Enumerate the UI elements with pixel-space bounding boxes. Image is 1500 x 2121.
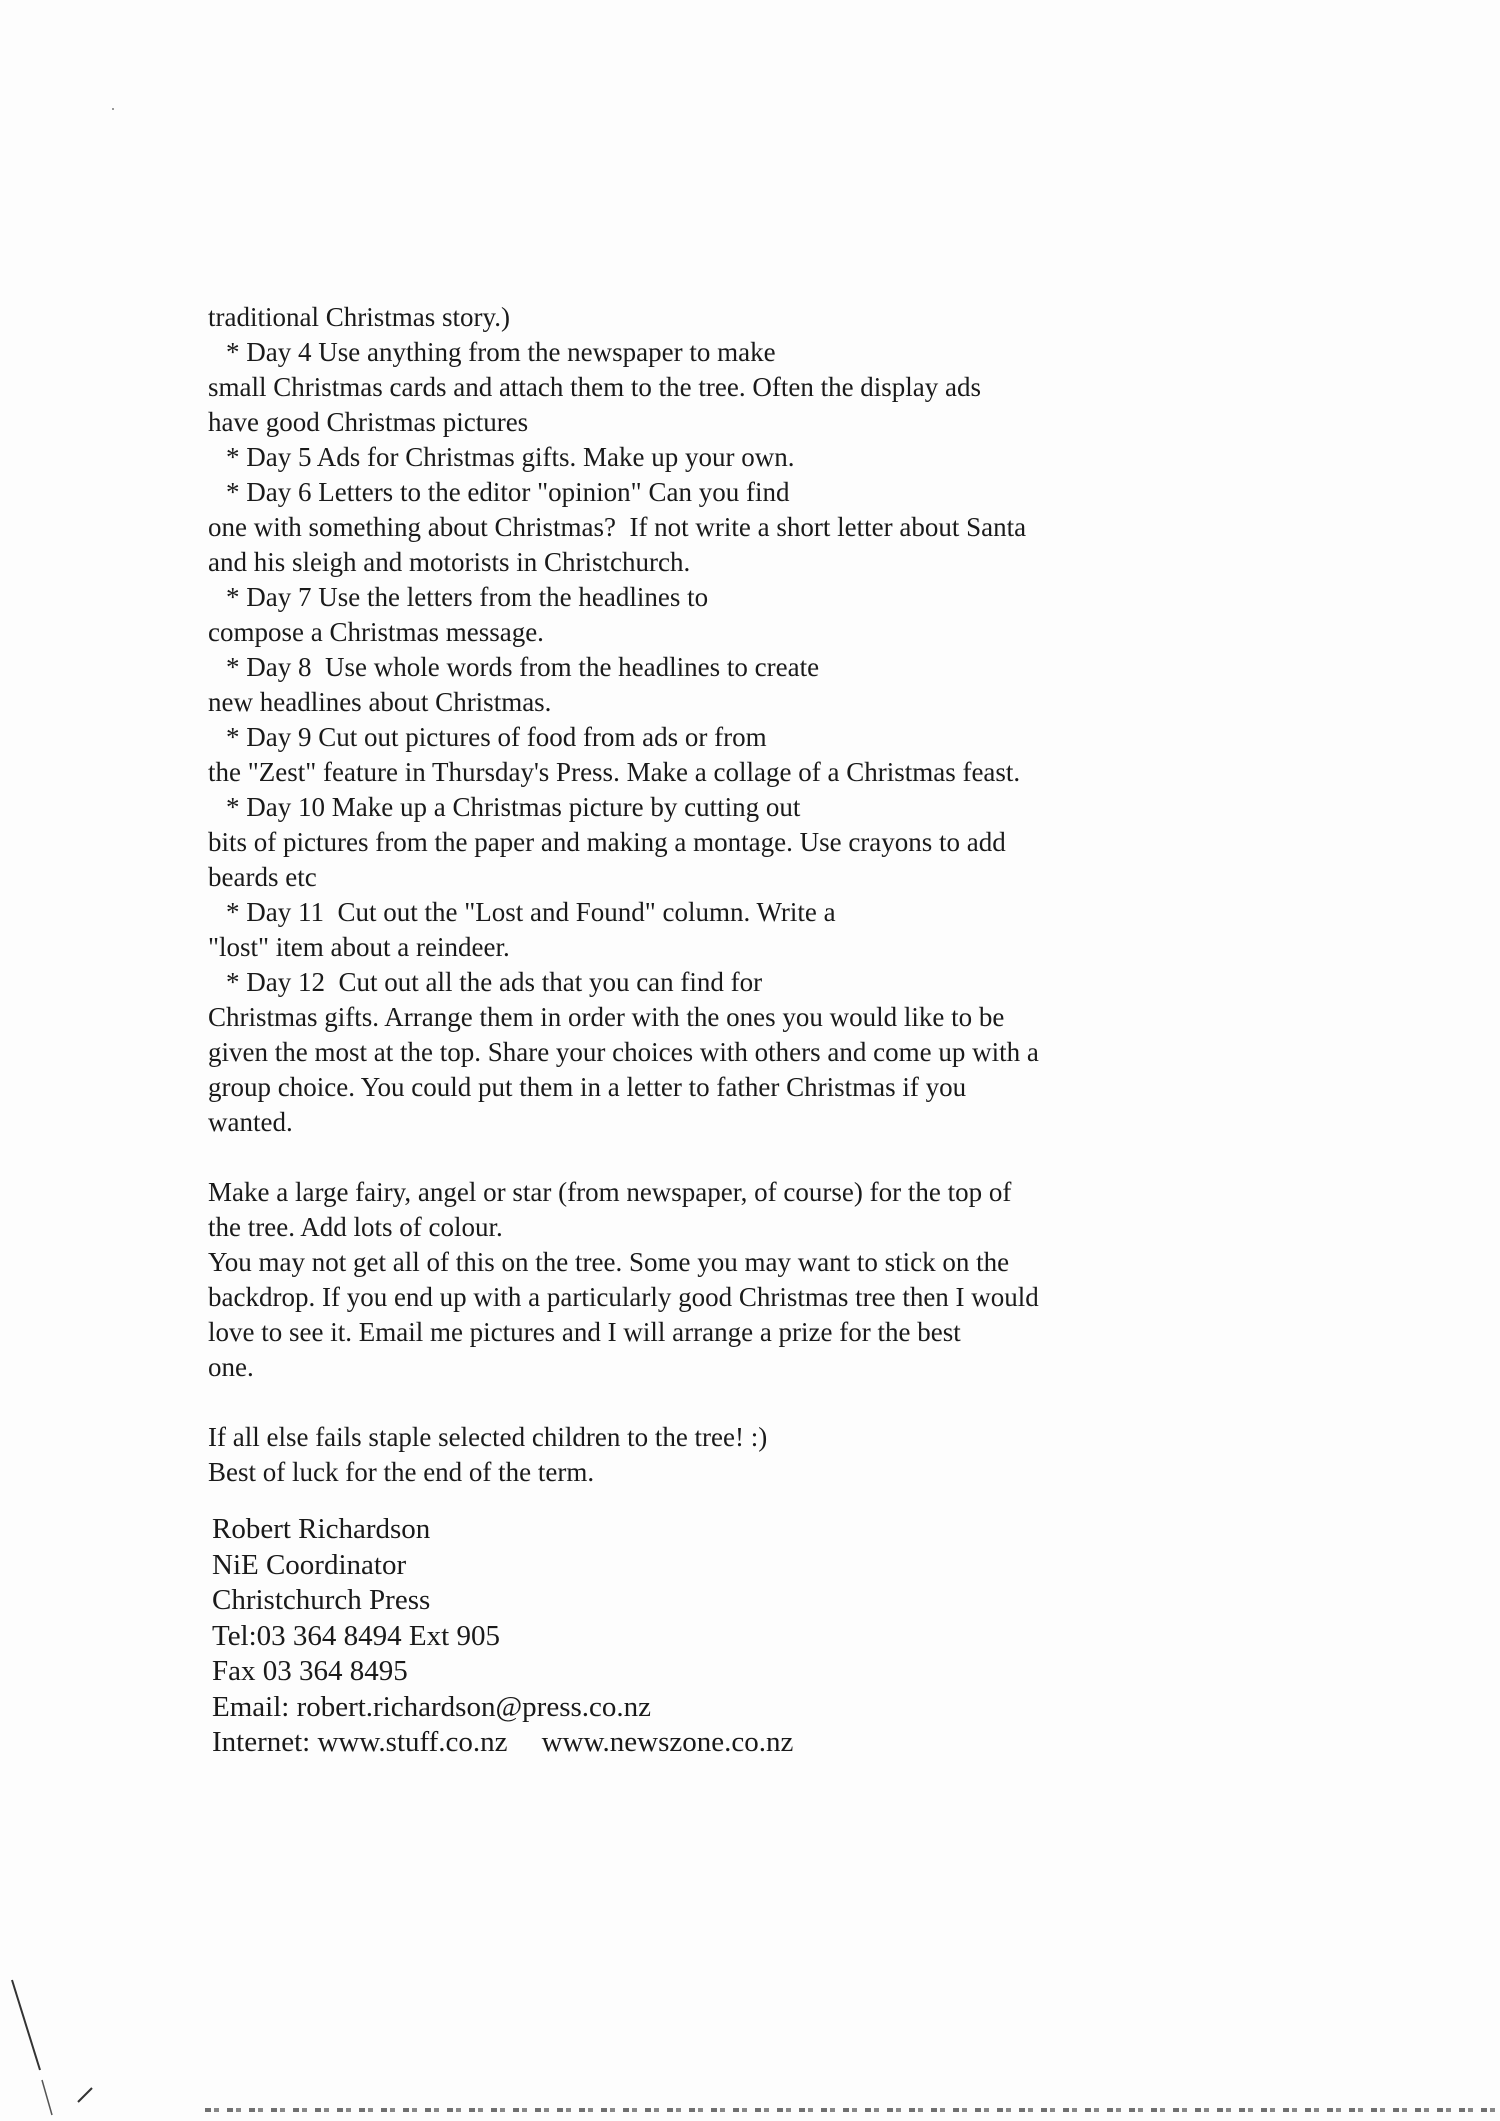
body-line: have good Christmas pictures (208, 407, 529, 437)
body-line: bits of pictures from the paper and making a montage. Use crayons to add (208, 827, 1006, 857)
paragraph-gap (208, 1140, 1208, 1175)
day-item-line: * Day 6 Letters to the editor "opinion" Can you find (226, 477, 790, 507)
day-item-line: * Day 10 Make up a Christmas picture by cutting out (226, 792, 801, 822)
day-item-line: * Day 8 Use whole words from the headlines to create (226, 652, 820, 682)
scan-speck (112, 108, 114, 110)
signature-organization: Christchurch Press (212, 1584, 431, 1616)
day-item-line: * Day 7 Use the letters from the headlines to (226, 582, 709, 612)
body-line: compose a Christmas message. (208, 617, 544, 647)
body-line: one with something about Christmas? If not write a short letter about Santa (208, 512, 1027, 542)
scan-edge-marks (0, 1960, 120, 2121)
body-line: group choice. You could put them in a letter to father Christmas if you (208, 1072, 967, 1102)
body-line: Make a large fairy, angel or star (from newspaper, of course) for the top of (208, 1177, 1012, 1207)
day-item-line: * Day 4 Use anything from the newspaper to make (226, 337, 776, 367)
body-line: given the most at the top. Share your choices with others and come up with a (208, 1037, 1039, 1067)
internet-first-url: Internet: www.stuff.co.nz (212, 1726, 508, 1758)
body-line: You may not get all of this on the tree. Some you may want to stick on the (208, 1247, 1010, 1277)
signature-internet (212, 1725, 793, 1761)
body-line: love to see it. Email me pictures and I will arrange a prize for the best (208, 1317, 961, 1347)
body-line: small Christmas cards and attach them to the tree. Often the display ads (208, 372, 982, 402)
body-line: the tree. Add lots of colour. (208, 1212, 503, 1242)
signature-email: Email: robert.richardson@press.co.nz (212, 1690, 652, 1723)
signature-role: NiE Coordinator (212, 1548, 407, 1581)
body-line: Best of luck for the end of the term. (208, 1457, 595, 1487)
body-line: wanted. (208, 1107, 293, 1137)
body-line: Christmas gifts. Arrange them in order with the ones you would like to be (208, 1002, 1005, 1032)
scan-bottom-noise (205, 2108, 1495, 2112)
body-line: backdrop. If you end up with a particularly good Christmas tree then I would (208, 1282, 1039, 1312)
day-item-line: * Day 11 Cut out the "Lost and Found" column. Write a (226, 897, 836, 927)
signature-tel: Tel:03 364 8494 Ext 905 (212, 1619, 500, 1652)
body-line: If all else fails staple selected children to the tree! :) (208, 1422, 768, 1452)
day-item-line: * Day 9 Cut out pictures of food from ads or from (226, 722, 767, 752)
body-line: "lost" item about a reindeer. (208, 932, 510, 962)
body-line: and his sleigh and motorists in Christchurch. (208, 547, 691, 577)
signature-block (212, 1512, 793, 1761)
body-line: the "Zest" feature in Thursday's Press. Make a collage of a Christmas feast. (208, 757, 1021, 787)
internet-second-url: www.newszone.co.nz (541, 1726, 794, 1758)
body-line: new headlines about Christmas. (208, 687, 552, 717)
paragraph-gap (208, 1385, 1208, 1420)
body-line: beards etc (208, 862, 317, 892)
body-line: traditional Christmas story.) (208, 302, 510, 332)
day-item-line: * Day 12 Cut out all the ads that you can find for (226, 967, 763, 997)
letter-body (208, 300, 1208, 1490)
body-line: one. (208, 1352, 254, 1382)
signature-fax: Fax 03 364 8495 (212, 1655, 408, 1687)
day-item-line: * Day 5 Ads for Christmas gifts. Make up your own. (226, 442, 795, 472)
signature-name: Robert Richardson (212, 1513, 431, 1545)
